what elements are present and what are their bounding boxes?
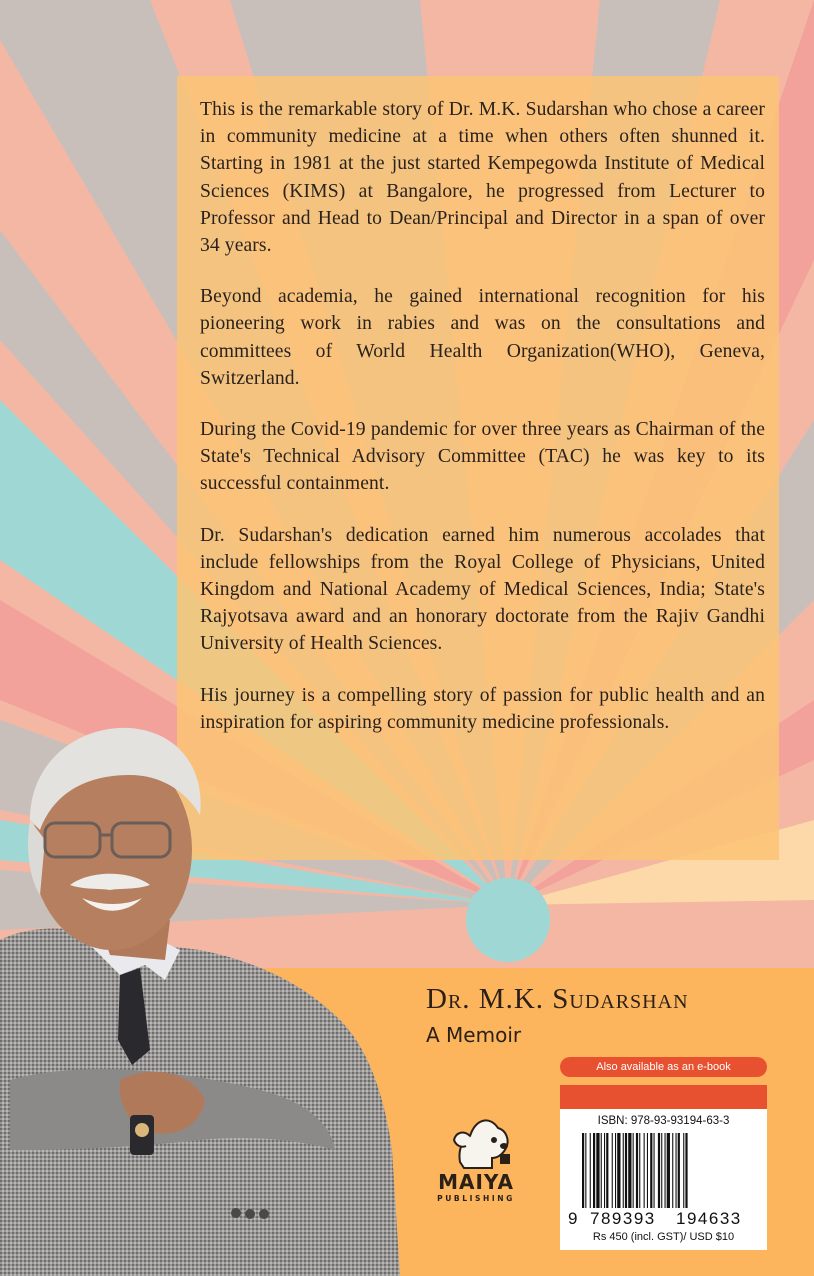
blurb-paragraph: His journey is a compelling story of passion for public health and an inspiration for aspiring community medicine professionals. (200, 684, 765, 733)
barcode-header-strip (560, 1085, 767, 1109)
book-subtitle: A Memoir (426, 1023, 522, 1047)
price-text: Rs 450 (incl. GST)/ USD $10 (592, 1231, 735, 1243)
blurb-paragraph: Dr. Sudarshan's dedication earned him numerous accolades that include fellowships from the Royal College of Physicians, United Kingdom and National Academy of Medical Sciences, India; State's Rajyotsava award and an honorary doctorate from the Rajiv Gandhi University of Health Sciences. (200, 524, 765, 655)
ebook-notice: Also available as an e-book (560, 1057, 767, 1077)
barcode-digits-right: 194633 (676, 1209, 742, 1228)
blurb-text (200, 96, 765, 760)
author-photo (0, 720, 400, 1276)
barcode-box (560, 1085, 767, 1250)
sun-circle (466, 878, 550, 962)
author-name: Dr. M.K. Sudarshan (426, 983, 689, 1015)
barcode-icon (568, 1133, 759, 1208)
barcode-digits-left: 789393 (590, 1209, 656, 1228)
publisher-name: MAIYA (438, 1170, 514, 1194)
publisher-subtitle: PUBLISHING (437, 1194, 515, 1203)
isbn-text: ISBN: 978-93-93194-63-3 (597, 1115, 730, 1127)
blurb-paragraph: This is the remarkable story of Dr. M.K. Sudarshan who chose a career in community medicine at a time when others often shunned it. Starting in 1981 at the just started Kempegowda Institute of Medical Sciences (KIMS) at Bangalore, he progressed from Lecturer to Professor and Head to Dean/Principal and Director in a span of over 34 years. (200, 99, 765, 257)
blurb-paragraph: Beyond academia, he gained international recognition for his pioneering work in rabies and was on the consultations and committees of World Health Organization(WHO), Geneva, Switzerland. (200, 286, 765, 389)
barcode-digit-first: 9 (568, 1209, 578, 1228)
blurb-paragraph: During the Covid-19 pandemic for over three years as Chairman of the State's Technical Advisory Committee (TAC) he was key to its successful containment. (200, 419, 765, 495)
